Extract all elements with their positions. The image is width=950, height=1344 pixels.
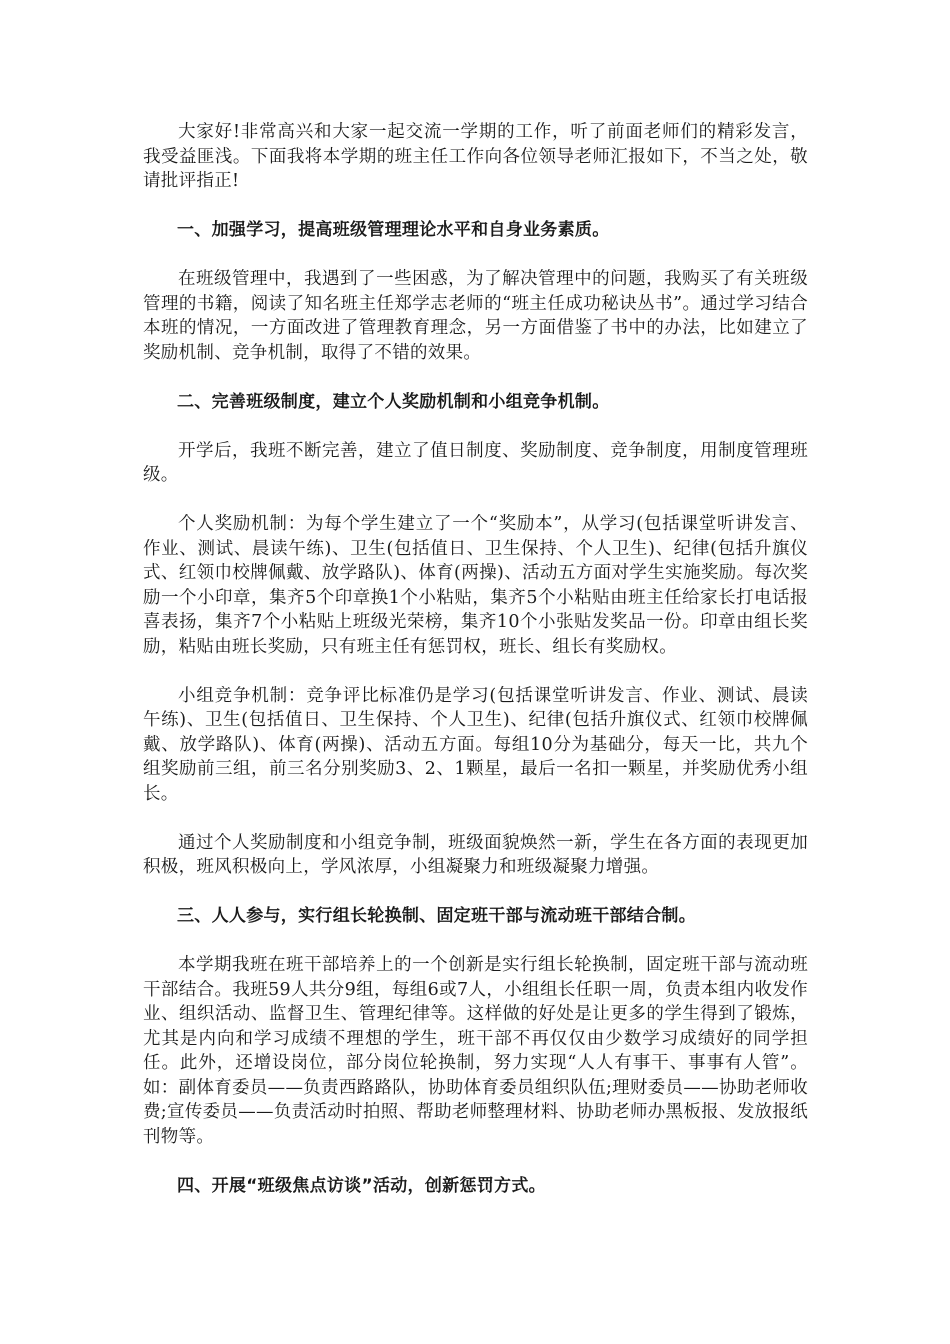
section-heading-3: 三、人人参与，实行组长轮换制、固定班干部与流动班干部结合制。 (177, 906, 696, 926)
section-2-paragraph-d: 通过个人奖励制度和小组竞争制，班级面貌焕然一新，学生在各方面的表现更加积极，班风积极向上，学风浓厚，小组凝聚力和班级凝聚力增强。 (143, 832, 808, 877)
section-heading-2: 二、完善班级制度，建立个人奖励机制和小组竞争机制。 (177, 391, 610, 412)
section-2-paragraph-b: 个人奖励机制：为每个学生建立了一个“奖励本”，从学习(包括课堂听讲发言、作业、测试、晨读午练)、卫生(包括值日、卫生保持、个人卫生)、纪律(包括升旗仪式、红领巾校牌佩戴、放学路队)、体育(两操)、活动五方面对学生实施奖励。每次奖励一个小印章，集齐5个印章换1个小粘贴，集齐5个小粘贴由班主任给家长打电话报喜表扬，集齐7个小粘贴上班级光荣榜，集齐10个小张贴发奖品一份。印章由组长奖励，粘贴由班长奖励，只有班主任有惩罚权，班长、组长有奖励权。 (143, 514, 808, 657)
document-body (143, 120, 808, 1223)
section-1-paragraph: 在班级管理中，我遇到了一些困惑，为了解决管理中的问题，我购买了有关班级管理的书籍，阅读了知名班主任郑学志老师的“班主任成功秘诀丛书”。通过学习结合本班的情况，一方面改进了管理教育理念，另一方面借鉴了书中的办法，比如建立了奖励机制、竞争机制，取得了不错的效果。 (143, 269, 808, 363)
section-2-paragraph-c: 小组竞争机制：竞争评比标准仍是学习(包括课堂听讲发言、作业、测试、晨读午练)、卫生(包括值日、卫生保持、个人卫生)、纪律(包括升旗仪式、红领巾校牌佩戴、放学路队)、体育(两操)、活动五方面。每组10分为基础分，每天一比，共九个组奖励前三组，前三名分别奖励3、2、1颗星，最后一名扣一颗星，并奖励优秀小组长。 (143, 685, 808, 804)
section-heading-1: 一、加强学习，提高班级管理理论水平和自身业务素质。 (177, 220, 610, 240)
section-3-paragraph: 本学期我班在班干部培养上的一个创新是实行组长轮换制，固定班干部与流动班干部结合。我班59人共分9组，每组6或7人，小组组长任职一周，负责本组内收发作业、组织活动、监督卫生、管理纪律等。这样做的好处是让更多的学生得到了锻炼，尤其是内向和学习成绩不理想的学生，班干部不再仅仅由少数学习成绩好的同学担任。此外，还增设岗位，部分岗位轮换制，努力实现“人人有事干、事事有人管”。如：副体育委员——负责西路路队，协助体育委员组织队伍;理财委员——协助老师收费;宣传委员——负责活动时拍照、帮助老师整理材料、协助老师办黑板报、发放报纸刊物等。 (143, 955, 808, 1147)
section-2-paragraph-a: 开学后，我班不断完善，建立了值日制度、奖励制度、竞争制度，用制度管理班级。 (143, 440, 808, 485)
intro-paragraph: 大家好!非常高兴和大家一起交流一学期的工作，听了前面老师们的精彩发言，我受益匪浅。下面我将本学期的班主任工作向各位领导老师汇报如下，不当之处，敬请批评指正! (143, 122, 808, 191)
section-heading-4: 四、开展“班级焦点访谈”活动，创新惩罚方式。 (177, 1175, 546, 1196)
